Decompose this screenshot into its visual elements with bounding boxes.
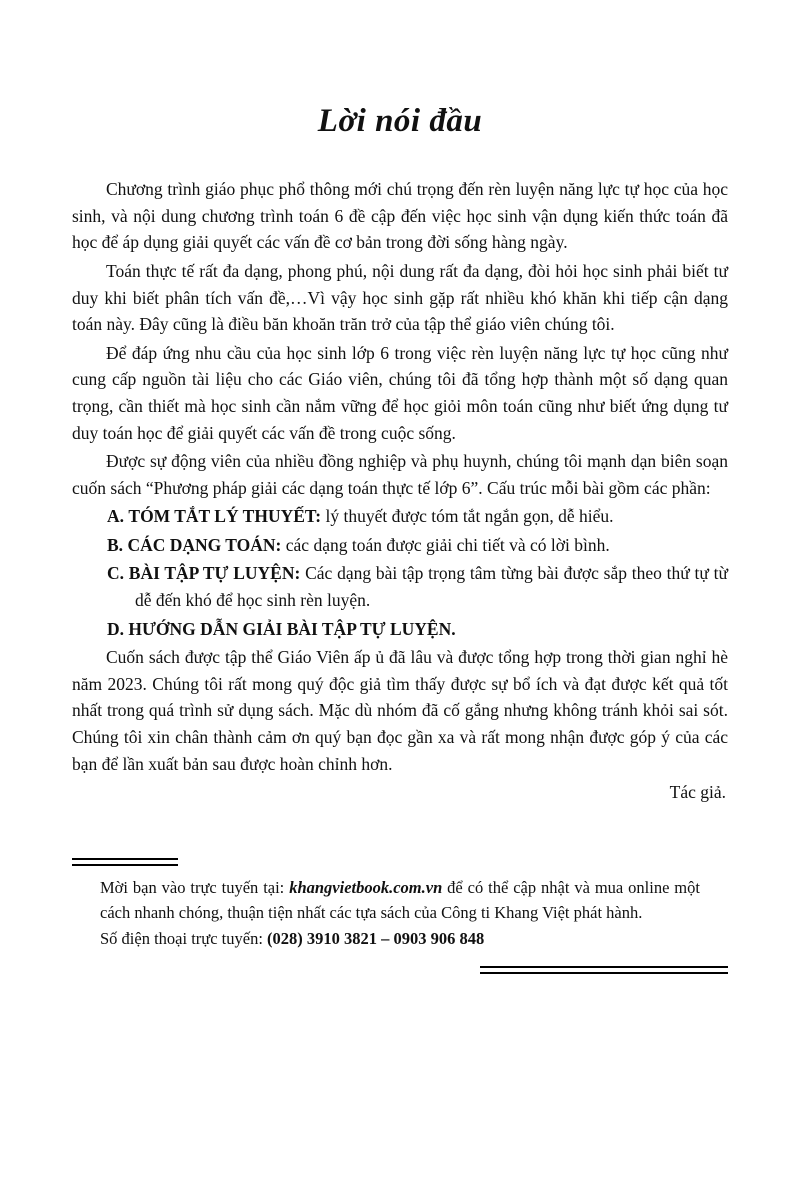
footer-invite-text: Mời bạn vào trực tuyến tại: bbox=[100, 877, 290, 897]
list-item-label: B. bbox=[107, 534, 124, 555]
phone-label: Số điện thoại trực tuyến: bbox=[100, 929, 268, 949]
paragraph-purpose: Để đáp ứng nhu cầu của học sinh lớp 6 trong việc rèn luyện năng lực tự học cũng như cung cấp nguồn tài liệu cho các Giáo viên, chúng tôi đã tổng hợp thành một số dạng quan trọng, cần thiết mà học sinh cần nắm vững để học giỏi môn toán cũng như biết ứng dụng tư duy toán học để giải quyết các vấn đề trong cuộc sống. bbox=[72, 342, 728, 443]
footer-line-phone bbox=[100, 927, 700, 952]
footer-rule-bottom bbox=[480, 966, 728, 974]
list-item-text: Các dạng bài tập trọng tâm từng bài được sắp theo thứ tự từ dễ đến khó để học sinh rèn luyện. bbox=[135, 563, 729, 611]
footer-text bbox=[100, 876, 700, 952]
list-item bbox=[107, 503, 728, 530]
website-link: khangvietbook.com.vn bbox=[289, 877, 443, 897]
list-item-heading: BÀI TẬP TỰ LUYỆN: bbox=[128, 563, 301, 584]
paragraph-intro: Chương trình giáo phục phổ thông mới chú trọng đến rèn luyện năng lực tự học của học sinh, và nội dung chương trình toán 6 đề cập đến việc học sinh vận dụng kiến thức toán đã học để áp dụng giải quyết các vấn đề cơ bản trong đời sống hàng ngày. bbox=[72, 179, 728, 253]
list-item-text: lý thuyết được tóm tắt ngắn gọn, dễ hiểu. bbox=[321, 506, 614, 527]
footer-line-online bbox=[100, 876, 700, 926]
paragraph-reality: Toán thực tế rất đa dạng, phong phú, nội dung rất đa dạng, đòi hỏi học sinh phải biết tư duy khi biết phân tích vấn đề,…Vì vậy học sinh gặp rất nhiều khó khăn khi tiếp cận dạng toán này. Đây cũng là điều băn khoăn trăn trở của tập thể giáo viên chúng tôi. bbox=[72, 260, 728, 335]
phone-numbers: (028) 3910 3821 – 0903 906 848 bbox=[267, 929, 485, 949]
footer-rule-top bbox=[72, 858, 178, 866]
footer-block bbox=[72, 858, 728, 974]
list-item-text: các dạng toán được giải chi tiết và có lời bình. bbox=[281, 534, 610, 555]
list-item-label: D. bbox=[107, 618, 125, 639]
list-item-heading: TÓM TẮT LÝ THUYẾT: bbox=[128, 506, 322, 527]
list-item-label: A. bbox=[107, 506, 125, 527]
paragraph-closing: Cuốn sách được tập thể Giáo Viên ấp ủ đã lâu và được tổng hợp trong thời gian nghỉ hè năm 2023. Chúng tôi rất mong quý độc giả tìm thấy được sự bổ ích và đạt được kết quả tốt nhất trong quá trình sử dụng sách. Mặc dù nhóm đã cố gắng nhưng không tránh khỏi sai sót. Chúng tôi xin chân thành cảm ơn quý bạn đọc gần xa và rất mong nhận được góp ý của các bạn để lần xuất bản sau được hoàn chỉnh hơn. bbox=[72, 647, 728, 774]
page-title: Lời nói đầu bbox=[317, 103, 483, 139]
list-item-heading: HƯỚNG DẪN GIẢI BÀI TẬP TỰ LUYỆN. bbox=[128, 618, 456, 639]
list-item-heading: CÁC DẠNG TOÁN: bbox=[127, 534, 282, 555]
list-item bbox=[107, 560, 729, 613]
author-signature: Tác giả. bbox=[669, 782, 726, 803]
list-item bbox=[107, 616, 728, 643]
paragraph-structure: Được sự động viên của nhiều đồng nghiệp và phụ huynh, chúng tôi mạnh dạn biên soạn cuốn sách “Phương pháp giải các dạng toán thực tế lớp 6”. Cấu trúc mỗi bài gồm các phần: bbox=[72, 451, 728, 498]
footer-invite-suffix: để có thể cập nhật và mua online một cách nhanh chóng, thuận tiện nhất các tựa sách của Công ti Khang Việt phát hành. bbox=[100, 877, 700, 922]
list-item-label: C. bbox=[107, 563, 125, 584]
section-list bbox=[72, 503, 728, 642]
list-item bbox=[107, 532, 728, 559]
